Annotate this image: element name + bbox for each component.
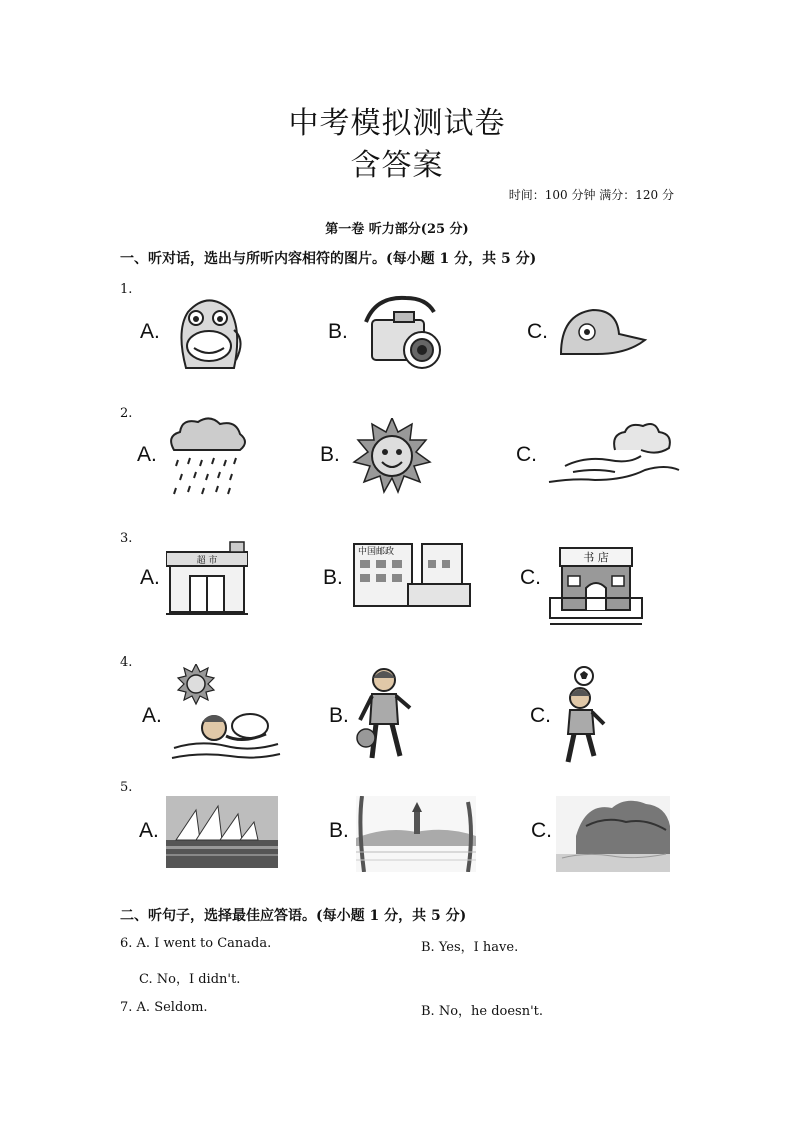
bookstore-picture <box>548 544 644 628</box>
basketball-picture <box>354 666 414 770</box>
option-label-b: B. <box>328 320 348 343</box>
camera-picture <box>356 292 450 374</box>
rain-cloud-picture <box>166 414 248 498</box>
cap-picture <box>557 304 649 360</box>
question-number-3: 3. <box>120 531 133 546</box>
option-label-c: C. <box>530 704 551 727</box>
lake-pagoda-picture <box>356 796 476 872</box>
option-label-b: B. <box>329 819 349 842</box>
q6-option-b: B. Yes，I have. <box>421 940 519 955</box>
question-number-5: 5. <box>120 780 133 795</box>
supermarket-sign: 超 市 <box>196 556 218 566</box>
bookstore-sign: 书 店 <box>583 551 609 564</box>
option-label-a: A. <box>140 320 160 343</box>
option-label-a: A. <box>139 819 159 842</box>
question-number-1: 1. <box>120 282 133 297</box>
q6-option-a: 6. A. I went to Canada. <box>120 936 272 951</box>
option-label-b: B. <box>323 566 343 589</box>
backpack-picture <box>172 290 246 374</box>
swimming-picture <box>170 664 282 768</box>
option-label-a: A. <box>140 566 160 589</box>
option-label-c: C. <box>527 320 548 343</box>
page-subtitle: 含答案 <box>350 148 444 183</box>
option-label-c: C. <box>520 566 541 589</box>
q6-option-c: C. No，I didn't. <box>139 972 241 987</box>
option-label-c: C. <box>531 819 552 842</box>
option-label-c: C. <box>516 443 537 466</box>
opera-house-picture <box>166 796 278 868</box>
option-label-a: A. <box>142 704 162 727</box>
post-office-sign: 中国邮政 <box>358 547 395 557</box>
option-label-b: B. <box>320 443 340 466</box>
wind-cloud-picture <box>545 420 681 488</box>
q7-option-b: B. No，he doesn't. <box>421 1004 544 1019</box>
q7-option-a: 7. A. Seldom. <box>120 1000 208 1015</box>
section-1-heading: 一、听对话，选出与所听内容相符的图片。(每小题 1 分，共 5 分) <box>120 251 537 267</box>
part-heading: 第一卷 听力部分(25 分) <box>325 222 469 237</box>
section-2-heading: 二、听句子，选择最佳应答语。(每小题 1 分，共 5 分) <box>120 908 467 924</box>
option-label-a: A. <box>137 443 157 466</box>
sun-picture <box>352 418 432 494</box>
supermarket-picture <box>166 540 248 618</box>
question-number-4: 4. <box>120 655 133 670</box>
stone-forest-picture <box>556 796 670 872</box>
exam-meta: 时间：100 分钟 满分：120 分 <box>508 188 674 202</box>
football-picture <box>558 666 618 768</box>
option-label-b: B. <box>329 704 349 727</box>
post-office-picture <box>352 540 472 608</box>
page-title: 中考模拟测试卷 <box>288 106 506 141</box>
question-number-2: 2. <box>120 406 133 421</box>
